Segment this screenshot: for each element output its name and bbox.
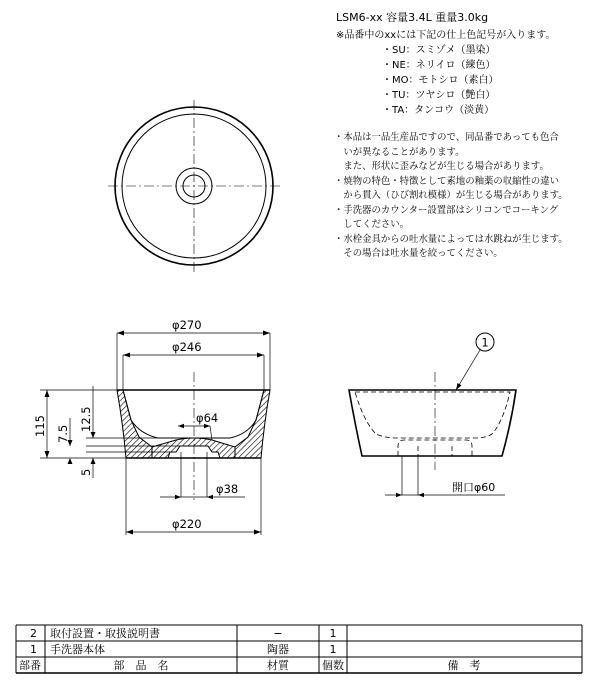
table-row — [30, 642, 337, 656]
table-header: 材質 — [267, 659, 289, 672]
color-code-item: ・TA：タンコウ（淡黄） — [382, 105, 495, 116]
notes-list — [334, 131, 568, 259]
table-cell: 陶器 — [267, 643, 289, 656]
bowl-inner-surface — [123, 390, 264, 438]
dim-label-38: φ38 — [216, 482, 239, 496]
dim-label-246: φ246 — [172, 340, 202, 354]
dim-label-220: φ220 — [172, 517, 202, 531]
top-view — [108, 100, 280, 272]
dim-label-opening: 開口φ60 — [452, 481, 496, 494]
note-line: ・水栓金具からの吐水量によっては水跳ねが生じます。 — [334, 234, 568, 245]
table-cell: 1 — [329, 643, 337, 656]
note-line: から貫入（ひび割れ模様）が生じる場合があります。 — [334, 190, 568, 201]
table-cell: 1 — [329, 627, 337, 640]
table-header-row — [19, 658, 481, 672]
table-cell: 1 — [30, 643, 37, 656]
table-header: 個数 — [322, 659, 344, 672]
side-view — [349, 333, 516, 497]
table-row — [30, 626, 337, 640]
note-line: また、形状に歪みなどが生じる場合があります。 — [334, 161, 549, 172]
note-line: ・手洗器のカウンター設置部はシリコンでコーキング — [334, 205, 559, 216]
right-wall-section — [235, 390, 270, 458]
parts-table — [16, 625, 582, 673]
table-header: 部 品 名 — [113, 659, 169, 672]
dim-label-5: 5 — [79, 468, 93, 476]
dim-label-64: φ64 — [196, 411, 219, 425]
note-line: いが異なることがあります。 — [334, 147, 465, 158]
table-cell: 取付設置・取扱説明書 — [50, 627, 160, 640]
dim-label-115: 115 — [33, 415, 47, 437]
color-code-item: ・NE：ネリイロ（練色） — [382, 60, 496, 71]
balloon-leader — [456, 350, 480, 390]
note-line: ・焼物の特色・特徴として素地の釉薬の収縮性の違い — [334, 176, 560, 187]
color-code-note: ※品番中のxxには下記の仕上色記号が入ります。 — [336, 30, 556, 41]
side-hidden-inner — [355, 392, 510, 438]
dim-label-270: φ270 — [172, 318, 202, 332]
note-line: ・本品は一品生産品ですので、同品番であっても色合 — [334, 132, 559, 143]
table-cell: 手洗器本体 — [50, 643, 105, 656]
color-code-item: ・SU：スミゾメ（墨染） — [382, 45, 496, 56]
note-line: してください。 — [334, 219, 410, 230]
leader-arrow — [456, 383, 462, 390]
dim-label-7-5: 7.5 — [56, 424, 70, 443]
table-header: 備 考 — [447, 659, 481, 672]
table-header: 部番 — [19, 659, 41, 672]
color-code-list — [382, 43, 499, 116]
section-view — [33, 318, 270, 535]
color-code-item: ・TU：ツヤシロ（艶白） — [382, 90, 496, 101]
note-line: その場合は吐水量を絞ってください。 — [334, 248, 503, 259]
dim-label-12-5: 12.5 — [79, 406, 93, 432]
table-cell: − — [273, 627, 283, 640]
part-balloon-label: 1 — [481, 335, 489, 350]
model-spec-line: LSM6-xx 容量3.4L 重量3.0kg — [336, 11, 489, 24]
side-outline — [349, 390, 516, 456]
color-code-item: ・MO：モトシロ（素白） — [382, 75, 499, 86]
table-cell: 2 — [30, 627, 37, 640]
base-section — [152, 438, 235, 458]
